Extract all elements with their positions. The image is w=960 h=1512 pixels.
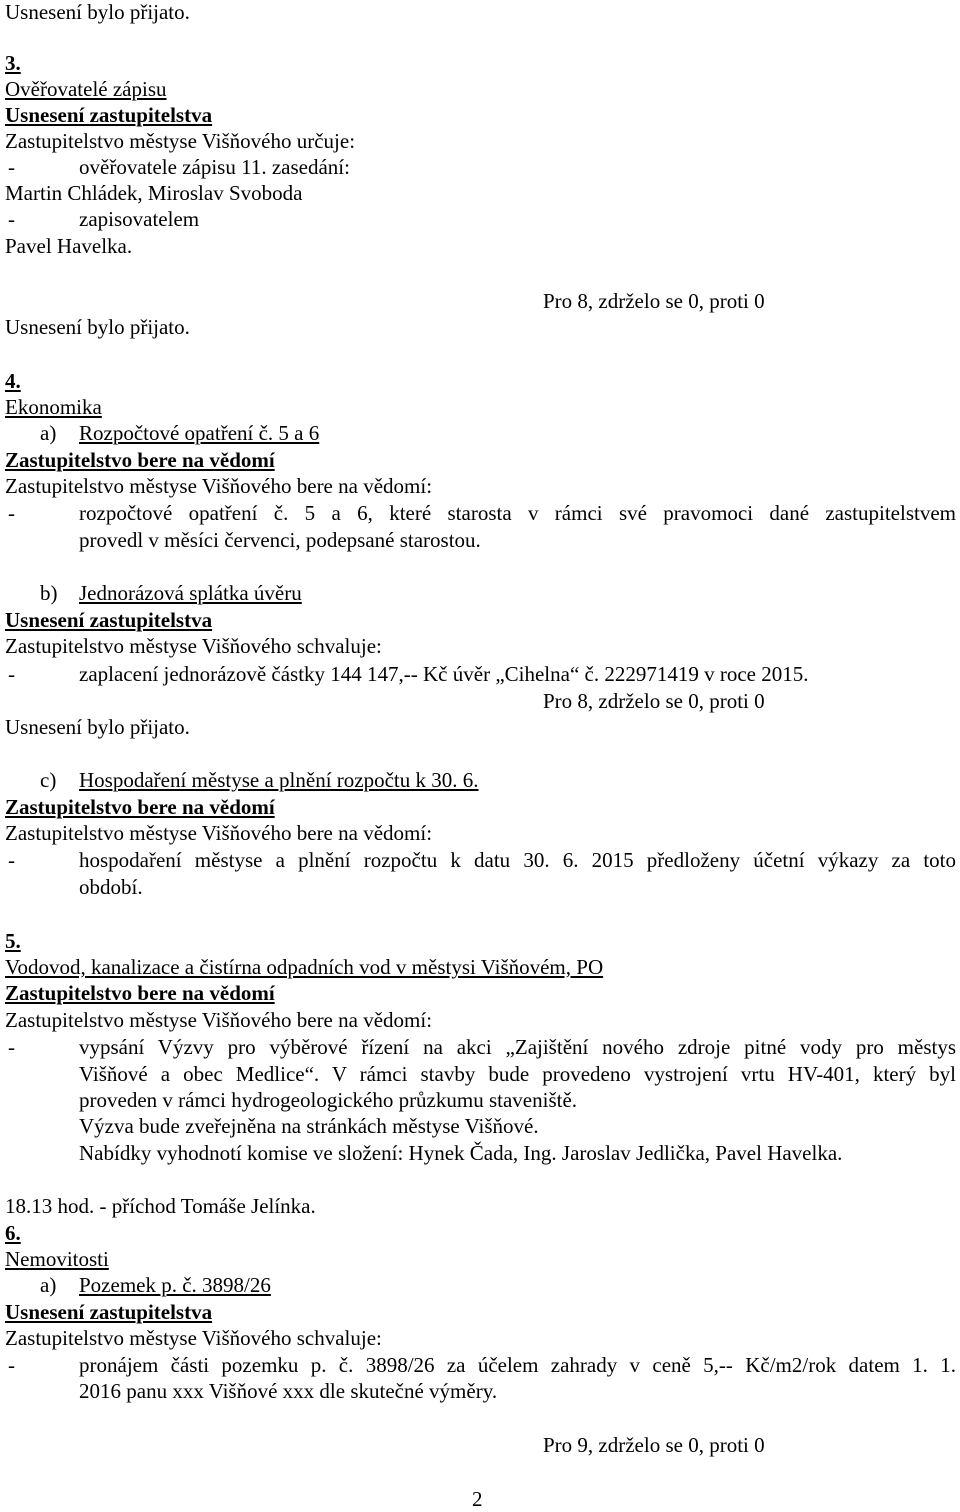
- resolution-intro: Zastupitelstvo městyse Višňového bere na vědomí:: [5, 821, 433, 845]
- page-number: 2: [472, 1487, 483, 1511]
- list-item-continuation: Nabídky vyhodnotí komise ve složení: Hynek Čada, Ing. Jaroslav Jedlička, Pavel Havelka.: [79, 1141, 843, 1165]
- resolution-intro: Zastupitelstvo městyse Višňového určuje:: [5, 129, 356, 153]
- subsection-letter: a): [40, 1273, 57, 1297]
- section-number: 3.: [5, 51, 21, 75]
- resolution-status: Usnesení bylo přijato.: [5, 315, 190, 339]
- list-dash: -: [8, 155, 15, 179]
- resolution-intro: Zastupitelstvo městyse Višňového schvaluje:: [5, 1326, 382, 1350]
- list-dash: -: [8, 207, 15, 231]
- list-item: zaplacení jednorázově částky 144 147,-- Kč úvěr „Cihelna“ č. 222971419 v roce 2015.: [79, 662, 809, 686]
- subsection-letter: c): [40, 768, 57, 792]
- section-title: Vodovod, kanalizace a čistírna odpadních vod v městysi Višňovém, PO: [5, 955, 604, 979]
- list-dash: -: [8, 1035, 15, 1059]
- vote-result: Pro 8, zdrželo se 0, proti 0: [543, 689, 765, 713]
- resolution-intro: Zastupitelstvo městyse Višňového schvaluje:: [5, 634, 382, 658]
- list-item-continuation: období.: [79, 875, 143, 899]
- list-item: hospodaření městyse a plnění rozpočtu k datu 30. 6. 2015 předloženy účetní výkazy za toto: [79, 848, 956, 872]
- list-item: ověřovatele zápisu 11. zasedání:: [79, 155, 350, 179]
- text-line: Pavel Havelka.: [5, 234, 133, 258]
- list-item-continuation: proveden v rámci hydrogeologického průzkumu staveniště.: [79, 1088, 578, 1112]
- vote-result: Pro 8, zdrželo se 0, proti 0: [543, 289, 765, 313]
- resolution-heading: Usnesení zastupitelstva: [5, 608, 213, 632]
- section-title: Ověřovatelé zápisu: [5, 77, 167, 101]
- list-dash: -: [8, 501, 15, 525]
- list-item: zapisovatelem: [79, 207, 200, 231]
- subsection-title: Pozemek p. č. 3898/26: [79, 1273, 271, 1297]
- section-title: Nemovitosti: [5, 1247, 109, 1271]
- list-item: rozpočtové opatření č. 5 a 6, které starosta v rámci své pravomoci dané zastupitelstvem: [79, 501, 956, 525]
- resolution-heading: Zastupitelstvo bere na vědomí: [5, 448, 275, 472]
- resolution-status: Usnesení bylo přijato.: [5, 0, 190, 24]
- resolution-heading: Zastupitelstvo bere na vědomí: [5, 981, 275, 1005]
- subsection-letter: a): [40, 421, 57, 445]
- time-note: 18.13 hod. - příchod Tomáše Jelínka.: [5, 1194, 316, 1218]
- subsection-title: Rozpočtové opatření č. 5 a 6: [79, 421, 320, 445]
- subsection-title: Jednorázová splátka úvěru: [79, 581, 302, 605]
- resolution-heading: Usnesení zastupitelstva: [5, 1300, 213, 1324]
- vote-result: Pro 9, zdrželo se 0, proti 0: [543, 1433, 765, 1457]
- list-item: pronájem části pozemku p. č. 3898/26 za účelem zahrady v ceně 5,-- Kč/m2/rok datem 1. 1.: [79, 1353, 956, 1377]
- subsection-title: Hospodaření městyse a plnění rozpočtu k 30. 6.: [79, 768, 479, 792]
- list-dash: -: [8, 662, 15, 686]
- section-number: 4.: [5, 369, 21, 393]
- section-number: 5.: [5, 929, 21, 953]
- list-item-continuation: Višňové a obec Medlice“. V rámci stavby bude provedeno vystrojení vrtu HV-401, který byl: [79, 1062, 956, 1086]
- list-item-continuation: 2016 panu xxx Višňové xxx dle skutečné výměry.: [79, 1379, 498, 1403]
- section-number: 6.: [5, 1221, 21, 1245]
- list-dash: -: [8, 1353, 15, 1377]
- subsection-letter: b): [40, 581, 58, 605]
- resolution-heading: Zastupitelstvo bere na vědomí: [5, 795, 275, 819]
- list-dash: -: [8, 848, 15, 872]
- resolution-heading: Usnesení zastupitelstva: [5, 103, 213, 127]
- list-item-continuation: Výzva bude zveřejněna na stránkách městyse Višňové.: [79, 1114, 539, 1138]
- text-line: Martin Chládek, Miroslav Svoboda: [5, 181, 303, 205]
- list-item-continuation: provedl v měsíci červenci, podepsané starostou.: [79, 528, 481, 552]
- resolution-intro: Zastupitelstvo městyse Višňového bere na vědomí:: [5, 474, 433, 498]
- resolution-intro: Zastupitelstvo městyse Višňového bere na vědomí:: [5, 1008, 433, 1032]
- list-item: vypsání Výzvy pro výběrové řízení na akci „Zajištění nového zdroje pitné vody pro městys: [79, 1035, 956, 1059]
- section-title: Ekonomika: [5, 395, 102, 419]
- resolution-status: Usnesení bylo přijato.: [5, 715, 190, 739]
